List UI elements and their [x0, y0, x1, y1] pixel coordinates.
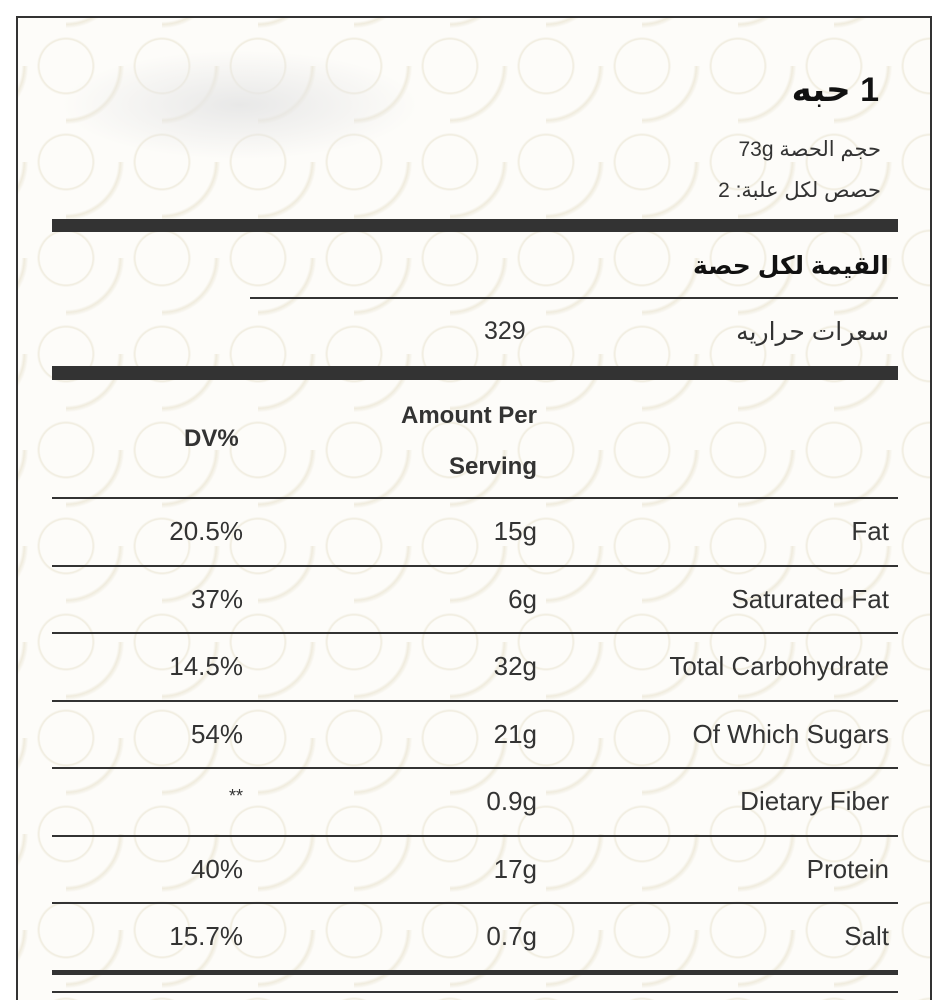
- thick-divider-top: [52, 219, 898, 232]
- nutrient-dv: 37%: [190, 584, 243, 614]
- nutrient-amount: 15g: [493, 516, 537, 546]
- per-serving-divider: [250, 297, 898, 299]
- serving-size: حجم الحصة 73g: [738, 138, 881, 161]
- nutrient-amount: 21g: [493, 719, 537, 749]
- nutrient-name: Of Which Sugars: [692, 719, 889, 749]
- nutrient-amount: 6g: [508, 584, 537, 614]
- thick-divider-middle: [52, 366, 898, 380]
- nutrient-name: Dietary Fiber: [740, 786, 889, 816]
- header-row-divider: [52, 497, 898, 499]
- row-divider: [52, 700, 898, 702]
- nutrient-name: Fat: [851, 516, 889, 546]
- row-divider: [52, 632, 898, 634]
- nutrient-amount: 0.7g: [486, 921, 537, 951]
- serving-title: 1 حبه: [791, 71, 879, 109]
- nutrient-dv: 14.5%: [169, 651, 243, 681]
- nutrient-amount: 17g: [493, 854, 537, 884]
- bottom-thin-line: [52, 991, 898, 993]
- row-divider: [52, 902, 898, 904]
- nutrient-name: Total Carbohydrate: [669, 651, 889, 681]
- amount-column-heading-line1: Amount Per: [400, 402, 537, 429]
- nutrient-dv: 20.5%: [169, 516, 243, 546]
- label-border-left: [16, 16, 18, 1000]
- nutrient-dv: 54%: [190, 719, 243, 749]
- per-serving-heading: القيمة لكل حصة: [692, 252, 889, 280]
- nutrient-dv: 15.7%: [169, 921, 243, 951]
- dv-column-heading: DV%: [184, 425, 239, 452]
- row-divider: [52, 565, 898, 567]
- nutrient-dv: **: [228, 786, 243, 806]
- amount-column-heading-line2: Serving: [448, 453, 537, 480]
- calories-value: 329: [484, 317, 526, 345]
- servings-per-container: حصص لكل علبة: 2: [718, 179, 881, 202]
- background-smudge: [60, 50, 420, 160]
- nutrient-amount: 32g: [493, 651, 537, 681]
- calories-label: سعرات حراريه: [736, 318, 889, 346]
- label-border-right: [930, 16, 932, 1000]
- nutrient-name: Protein: [806, 854, 889, 884]
- nutrient-amount: 0.9g: [486, 786, 537, 816]
- background-pattern: [18, 18, 930, 1000]
- nutrient-dv: 40%: [190, 854, 243, 884]
- row-divider: [52, 835, 898, 837]
- row-divider: [52, 767, 898, 769]
- bottom-divider: [52, 970, 898, 975]
- label-border-top: [16, 16, 932, 18]
- nutrient-name: Saturated Fat: [731, 584, 889, 614]
- nutrient-name: Salt: [844, 921, 889, 951]
